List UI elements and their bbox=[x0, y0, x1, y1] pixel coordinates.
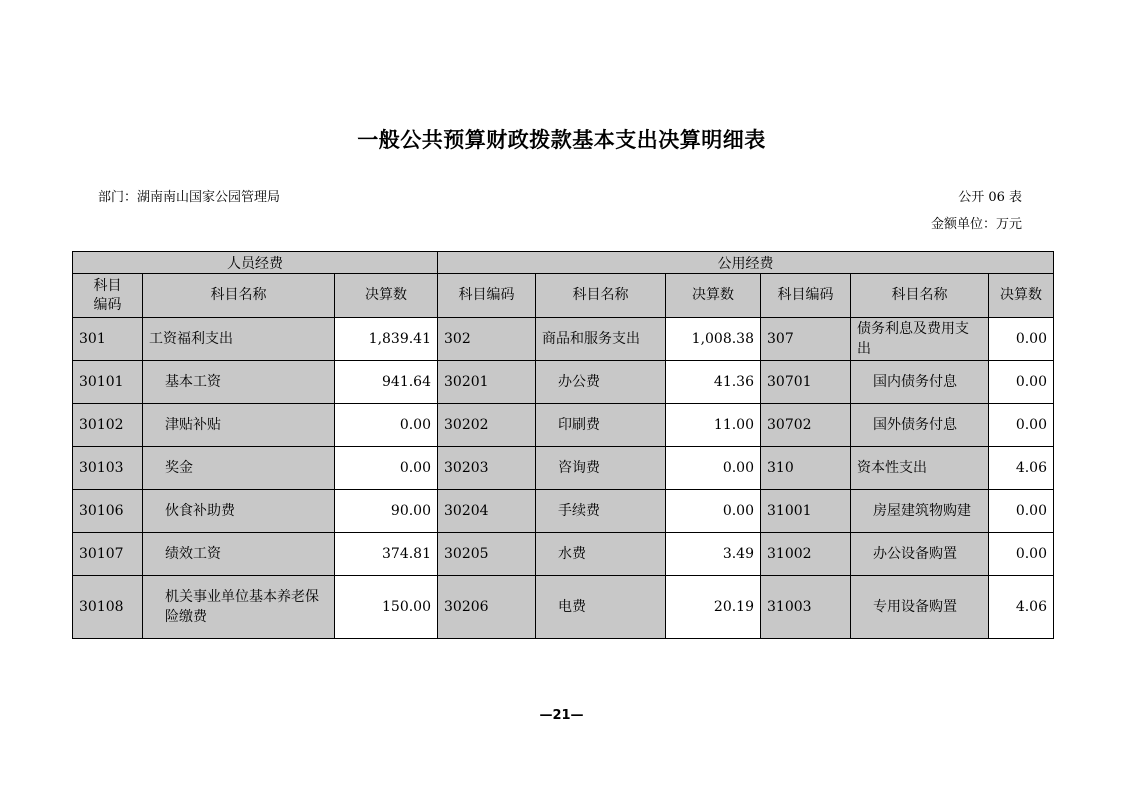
code-cell: 30701 bbox=[761, 361, 851, 404]
group-public: 公用经费 bbox=[438, 252, 1054, 274]
code-cell: 30108 bbox=[73, 576, 143, 639]
amount-cell: 0.00 bbox=[666, 490, 761, 533]
name-cell: 国内债务付息 bbox=[851, 361, 989, 404]
name-cell: 电费 bbox=[536, 576, 666, 639]
group-header-row bbox=[73, 252, 1054, 274]
amount-cell: 150.00 bbox=[335, 576, 438, 639]
column-header-row bbox=[73, 274, 1054, 318]
name-cell: 印刷费 bbox=[536, 404, 666, 447]
col-header-name: 科目名称 bbox=[536, 274, 666, 318]
col-header-amount: 决算数 bbox=[335, 274, 438, 318]
name-cell: 商品和服务支出 bbox=[536, 318, 666, 361]
table-row bbox=[73, 361, 1054, 404]
amount-cell: 0.00 bbox=[989, 361, 1054, 404]
name-cell: 基本工资 bbox=[143, 361, 335, 404]
code-cell: 30107 bbox=[73, 533, 143, 576]
department-label: 部门：湖南南山国家公园管理局 bbox=[98, 190, 281, 205]
code-cell: 31001 bbox=[761, 490, 851, 533]
col-header-name: 科目名称 bbox=[143, 274, 335, 318]
table-row bbox=[73, 533, 1054, 576]
amount-cell: 3.49 bbox=[666, 533, 761, 576]
name-cell: 奖金 bbox=[143, 447, 335, 490]
col-header-amount: 决算数 bbox=[666, 274, 761, 318]
name-cell: 房屋建筑物购建 bbox=[851, 490, 989, 533]
code-cell: 30203 bbox=[438, 447, 536, 490]
amount-cell: 90.00 bbox=[335, 490, 438, 533]
name-cell: 伙食补助费 bbox=[143, 490, 335, 533]
amount-cell: 4.06 bbox=[989, 576, 1054, 639]
name-cell: 债务利息及费用支出 bbox=[851, 318, 989, 361]
name-cell: 工资福利支出 bbox=[143, 318, 335, 361]
amount-cell: 0.00 bbox=[989, 490, 1054, 533]
amount-cell: 41.36 bbox=[666, 361, 761, 404]
name-cell: 水费 bbox=[536, 533, 666, 576]
code-cell: 301 bbox=[73, 318, 143, 361]
group-personnel: 人员经费 bbox=[73, 252, 438, 274]
amount-cell: 4.06 bbox=[989, 447, 1054, 490]
code-cell: 30206 bbox=[438, 576, 536, 639]
page-title: 一般公共预算财政拨款基本支出决算明细表 bbox=[357, 127, 766, 152]
name-cell: 办公费 bbox=[536, 361, 666, 404]
amount-cell: 0.00 bbox=[666, 447, 761, 490]
code-cell: 30204 bbox=[438, 490, 536, 533]
amount-cell: 0.00 bbox=[989, 318, 1054, 361]
name-cell: 专用设备购置 bbox=[851, 576, 989, 639]
code-cell: 30106 bbox=[73, 490, 143, 533]
amount-cell: 0.00 bbox=[989, 533, 1054, 576]
code-cell: 30102 bbox=[73, 404, 143, 447]
code-cell: 30103 bbox=[73, 447, 143, 490]
amount-cell: 0.00 bbox=[335, 447, 438, 490]
name-cell: 机关事业单位基本养老保险缴费 bbox=[143, 576, 335, 639]
name-cell: 津贴补贴 bbox=[143, 404, 335, 447]
table-row bbox=[73, 404, 1054, 447]
name-cell: 办公设备购置 bbox=[851, 533, 989, 576]
code-cell: 30201 bbox=[438, 361, 536, 404]
code-cell: 30202 bbox=[438, 404, 536, 447]
amount-cell: 20.19 bbox=[666, 576, 761, 639]
code-cell: 310 bbox=[761, 447, 851, 490]
col-header-code: 科目编码 bbox=[438, 274, 536, 318]
form-number: 公开 06 表 bbox=[958, 190, 1022, 205]
name-cell: 国外债务付息 bbox=[851, 404, 989, 447]
name-cell: 手续费 bbox=[536, 490, 666, 533]
amount-cell: 0.00 bbox=[989, 404, 1054, 447]
code-cell: 31002 bbox=[761, 533, 851, 576]
table-row bbox=[73, 490, 1054, 533]
code-cell: 302 bbox=[438, 318, 536, 361]
col-header-code-first: 科目 编码 bbox=[73, 274, 143, 318]
name-cell: 绩效工资 bbox=[143, 533, 335, 576]
table-row bbox=[73, 447, 1054, 490]
code-cell: 30205 bbox=[438, 533, 536, 576]
col-header-name: 科目名称 bbox=[851, 274, 989, 318]
expenditure-table bbox=[72, 251, 1054, 639]
col-header-code: 科目编码 bbox=[761, 274, 851, 318]
table-row bbox=[73, 318, 1054, 361]
code-cell: 30101 bbox=[73, 361, 143, 404]
amount-unit: 金额单位：万元 bbox=[930, 217, 1022, 232]
amount-cell: 1,008.38 bbox=[666, 318, 761, 361]
amount-cell: 11.00 bbox=[666, 404, 761, 447]
code-cell: 31003 bbox=[761, 576, 851, 639]
amount-cell: 1,839.41 bbox=[335, 318, 438, 361]
table-row bbox=[73, 576, 1054, 639]
amount-cell: 0.00 bbox=[335, 404, 438, 447]
code-cell: 307 bbox=[761, 318, 851, 361]
col-header-amount: 决算数 bbox=[989, 274, 1054, 318]
name-cell: 咨询费 bbox=[536, 447, 666, 490]
amount-cell: 941.64 bbox=[335, 361, 438, 404]
amount-cell: 374.81 bbox=[335, 533, 438, 576]
name-cell: 资本性支出 bbox=[851, 447, 989, 490]
code-cell: 30702 bbox=[761, 404, 851, 447]
page-number: —21— bbox=[539, 708, 584, 723]
